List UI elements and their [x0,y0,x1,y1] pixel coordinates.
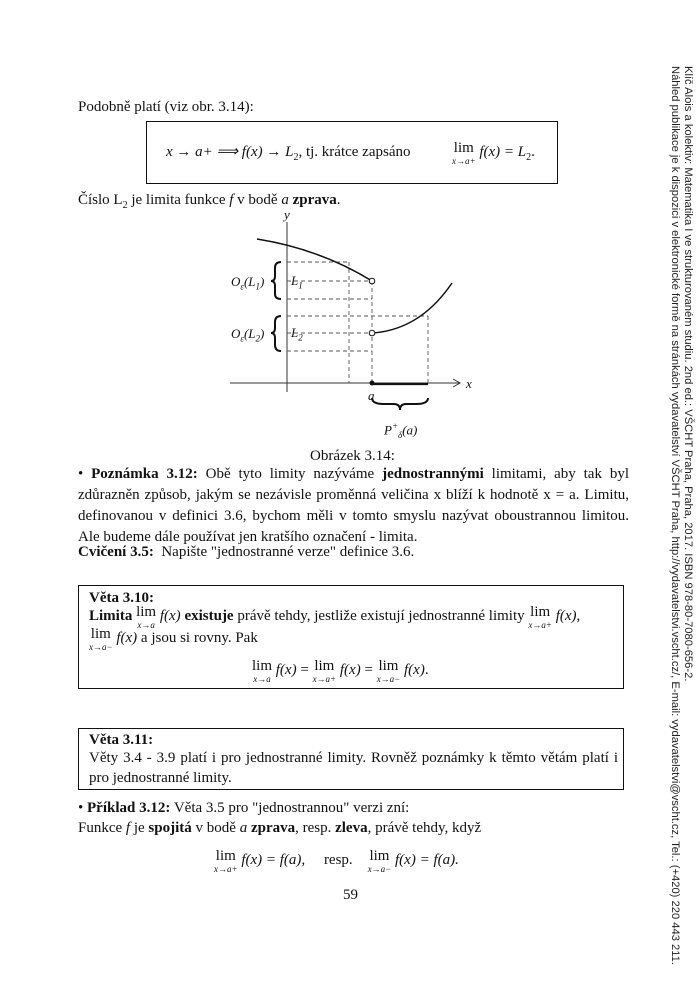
figure-3-14 [0,0,700,460]
theorem-3-10-line2 [89,628,258,654]
ex-f: f [125,820,131,836]
remark-title: Poznámka 3.12: [91,466,198,482]
ex-a: a [239,820,248,836]
theorem-3-10-equation: lim x→a f(x) = lim x→a+ f(x) = lim x→a− f(x). [252,658,429,684]
formula-right: f(x) = L [479,144,527,160]
t310-title: Věta 3.10: [89,590,154,606]
t310-eq-fx2: f(x) [339,662,361,678]
example-title: Příklad 3.12: [87,800,171,816]
t311-title: Věta 3.11: [89,732,154,748]
O1-close: ) [260,274,265,289]
t310-eq-lim3: lim [378,658,399,674]
brace-O1 [271,262,281,299]
t310-eq-fx1: f(x) [275,662,297,678]
ex-bold3: zleva [335,820,368,836]
remark-bold: jednostrannými [382,466,484,482]
ex-lim2: lim [369,848,390,864]
example-bullet: • [78,800,84,816]
O1-arg-sub: 1 [255,281,260,292]
theorem-3-10-line1: Limita lim x→a f(x) existuje právě tehdy, jestliže existují jednostranné limity lim x→a+ f(x), [89,604,581,630]
interval-brace [372,398,428,410]
L1-text: L [291,273,299,288]
t310-fx3: f(x) [116,630,138,646]
t310-eq-lim1: lim [252,658,273,674]
figure-caption: Obrázek 3.14: [310,448,395,464]
t310-sub3: x→a− [89,642,113,652]
t310-eq-sub2: x→a+ [312,674,337,684]
t310-fx2: f(x) [555,608,577,624]
t310-eq1: = [300,662,309,678]
side-note-line1: Klíč Alois a kolektiv: Matematika I ve strukturovaném studiu. 2nd ed.: VŠCHT Praha, Praha, 2017. ISBN 978-80-7080-656-2. [682,66,694,682]
ld-end: . [336,192,341,208]
O1-label [231,272,264,297]
t310-text-a: právě tehdy, jestliže existují jednostranné limity [233,608,529,624]
ex-lim1: lim [215,848,236,864]
O2-label [231,324,264,349]
theorem-3-11-text: Věty 3.4 - 3.9 platí i pro jednostranné limity. Rovněž poznámky k těmto větám platí i pro jednostranné limity. [89,750,618,786]
ld-sub: 2 [122,200,128,211]
ex-bold2: zprava [250,820,296,836]
ex-eq-right: f(x) = f(a). [395,852,459,868]
O2-text: O [231,326,241,341]
ex-bold1: spojitá [148,820,192,836]
t310-eq-lim2: lim [314,658,335,674]
L1-sub: 1 [298,280,303,291]
t310-lim2: lim [530,604,551,620]
t310-sub1: x→a [137,620,155,630]
formula-sub: 2 [293,152,299,163]
example-3-12-equation [214,850,459,876]
L2-sub: 2 [298,332,303,343]
ex-l2d: , resp. [295,820,336,836]
P-sup: + [391,421,399,431]
remark-3-12 [78,464,629,548]
ld-c: v bodě [233,192,282,208]
t310-eq-fx3: f(x) [404,662,425,678]
ld-bold: zprava [292,192,337,208]
open-point-L2 [369,330,375,336]
P-label [384,416,417,445]
side-note-line2: Náhled publikace je k dispozici v elektronické formě na stránkách vydavatelství VŠCHT Praha, http://vydavatelstvi.vscht.cz/, E-mail: vydavatelstvi@vscht.cz, Tel.: (+420) 220 443 211. [669,66,681,965]
x-label: x [466,376,472,391]
t310-eq-sub3: x→a− [376,674,401,684]
exercise-title: Cvičení 3.5: [78,544,154,560]
ex-l2e: , právě tehdy, když [367,820,482,836]
L1-label [291,271,303,296]
t310-bold-b: existuje [184,608,234,624]
O2-eps: ε [240,333,244,344]
ex-eq-left: f(x) = f(a), [241,852,306,868]
L2-label [291,323,303,348]
ex-sub2: x→a− [367,864,392,874]
t310-text-b: a jsou si rovny. Pak [137,630,258,646]
formula-left: x → a+ ⟹ f(x) → L [166,144,294,160]
P-text: P [384,422,392,438]
t310-sub2: x→a+ [528,620,552,630]
ld-b: je limita funkce [127,192,230,208]
formula-mid: , tj. krátce zapsáno [298,144,411,160]
ld-f: f [229,192,234,208]
lim-sub: x→a+ [452,156,476,166]
P-arg: (a) [402,422,418,438]
O1-arg: (L [243,274,256,289]
theorem-3-11-title [89,730,153,750]
remark-text2: limitami, aby tak byl zdůrazněn způsob, jakým se nezávisle proměnná veličina x blíží k hodnotě x = a. Limitu, definovanou v definici 3.6, bychom měli v tomto smyslu nazývat oboustrannou limitou. Ale budeme dále používat jen kratšího označení - limita. [78,466,630,545]
example-3-12-line2 [78,818,481,838]
ld-a-var: a [281,192,289,208]
t310-bold-a: Limita [89,608,133,624]
page-number: 59 [343,887,358,903]
brace-O2 [271,316,281,351]
ex-l2a: Funkce [78,820,126,836]
formula-right-sub: 2 [526,152,532,163]
remark-text1: Obě tyto limity nazýváme [197,466,383,482]
t310-lim3: lim [90,626,111,642]
open-point-L1 [369,278,375,284]
example-text: Věta 3.5 pro "jednostrannou" verzi zní: [170,800,410,816]
ex-l2c: v bodě [191,820,240,836]
dashed-guides [287,262,428,383]
O1-eps: ε [240,281,244,292]
O2-arg-sub: 2 [255,333,260,344]
exercise-3-5 [78,542,414,562]
O2-close: ) [260,326,265,341]
ld-a: Číslo L [78,192,123,208]
t310-fx1: f(x) [159,608,181,624]
example-3-12-line1 [78,798,409,818]
right-branch-curve [372,283,452,333]
ex-resp: resp. [323,852,353,868]
exercise-text: Napište "jednostranné verze" definice 3.6. [161,544,415,560]
a-label: a [368,388,375,403]
y-label: y [284,207,290,222]
O2-arg: (L [243,326,256,341]
P-sub: δ [398,429,403,440]
lim-word: lim [453,140,474,156]
ex-l2b: je [130,820,149,836]
formula-end: . [531,144,535,160]
remark-bullet: • [78,466,84,482]
t310-eq2: = [364,662,373,678]
O1-text: O [231,274,241,289]
ex-sub1: x→a+ [214,864,238,874]
t310-lim1: lim [136,604,157,620]
t310-eq-sub1: x→a [253,674,271,684]
intro-text: Podobně platí (viz obr. 3.14): [78,99,254,115]
L2-text: L [291,325,299,340]
